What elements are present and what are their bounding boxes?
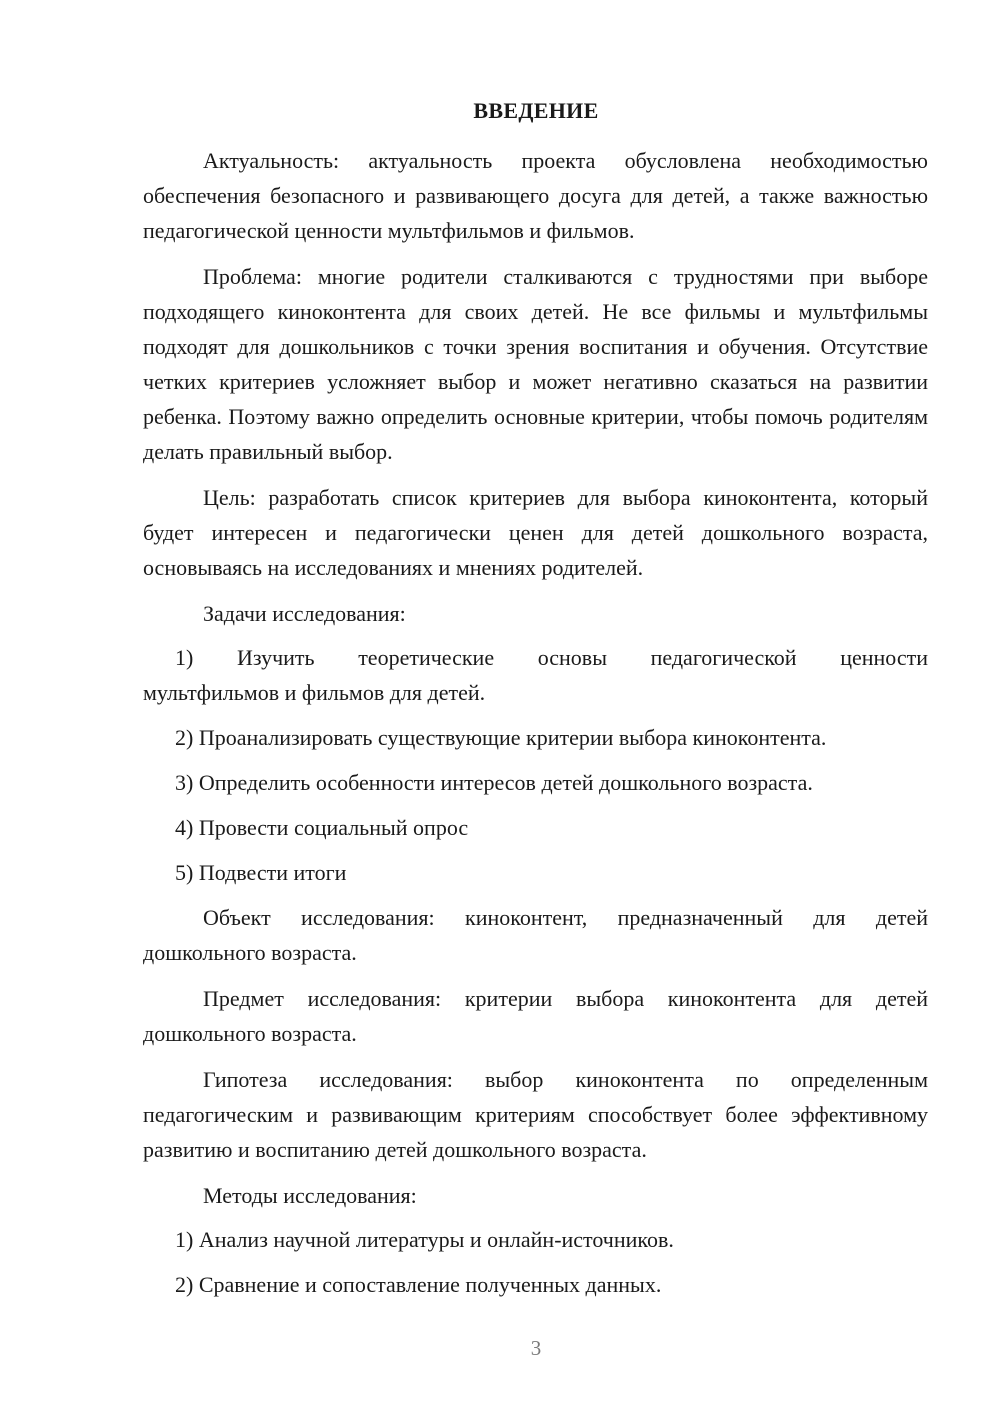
- methods-heading: Методы исследования:: [203, 1183, 417, 1208]
- task-item-5: 5) Подвести итоги: [175, 860, 347, 885]
- subject-paragraph: Предмет исследования: критерии выбора киноконтента для детей дошкольного возраста.: [143, 986, 928, 1046]
- section-heading: ВВЕДЕНИЕ: [473, 98, 599, 123]
- goal-paragraph: Цель: разработать список критериев для выбора киноконтента, который будет интересен и педагогически ценен для детей дошкольного возраста, основываясь на исследованиях и мнениях родителей.: [143, 485, 928, 580]
- method-item-1: 1) Анализ научной литературы и онлайн-источников.: [175, 1227, 674, 1252]
- tasks-heading: Задачи исследования:: [203, 601, 406, 626]
- page-number: 3: [530, 1336, 542, 1360]
- hypothesis-paragraph: Гипотеза исследования: выбор киноконтента по определенным педагогическим и развивающим критериям способствует более эффективному развитию и воспитанию детей дошкольного возраста.: [143, 1067, 928, 1162]
- task-item-1: [143, 640, 928, 710]
- body-text: [143, 143, 928, 1312]
- object-paragraph: Объект исследования: киноконтент, предназначенный для детей дошкольного возраста.: [143, 905, 928, 965]
- task-item-4: 4) Провести социальный опрос: [175, 815, 469, 840]
- task-1-line-2: мультфильмов и фильмов для детей.: [143, 680, 486, 705]
- method-item-2: 2) Сравнение и сопоставление полученных данных.: [175, 1272, 662, 1297]
- task-item-2: 2) Проанализировать существующие критерии выбора киноконтента.: [175, 725, 827, 750]
- task-item-3: 3) Определить особенности интересов детей дошкольного возраста.: [175, 770, 813, 795]
- relevance-paragraph: Актуальность: актуальность проекта обусловлена необходимостью обеспечения безопасного и развивающего досуга для детей, а также важностью педагогической ценности мультфильмов и фильмов.: [143, 148, 928, 243]
- task-1-line-1: 1) Изучить теоретические основы педагогической ценности: [175, 645, 928, 670]
- problem-paragraph: Проблема: многие родители сталкиваются с трудностями при выборе подходящего киноконтента для своих детей. Не все фильмы и мультфильмы подходят для дошкольников с точки зрения воспитания и обучения. Отсутствие четких критериев усложняет выбор и может негативно сказаться на развитии ребенка. Поэтому важно определить основные критерии, чтобы помочь родителям делать правильный выбор.: [143, 264, 928, 464]
